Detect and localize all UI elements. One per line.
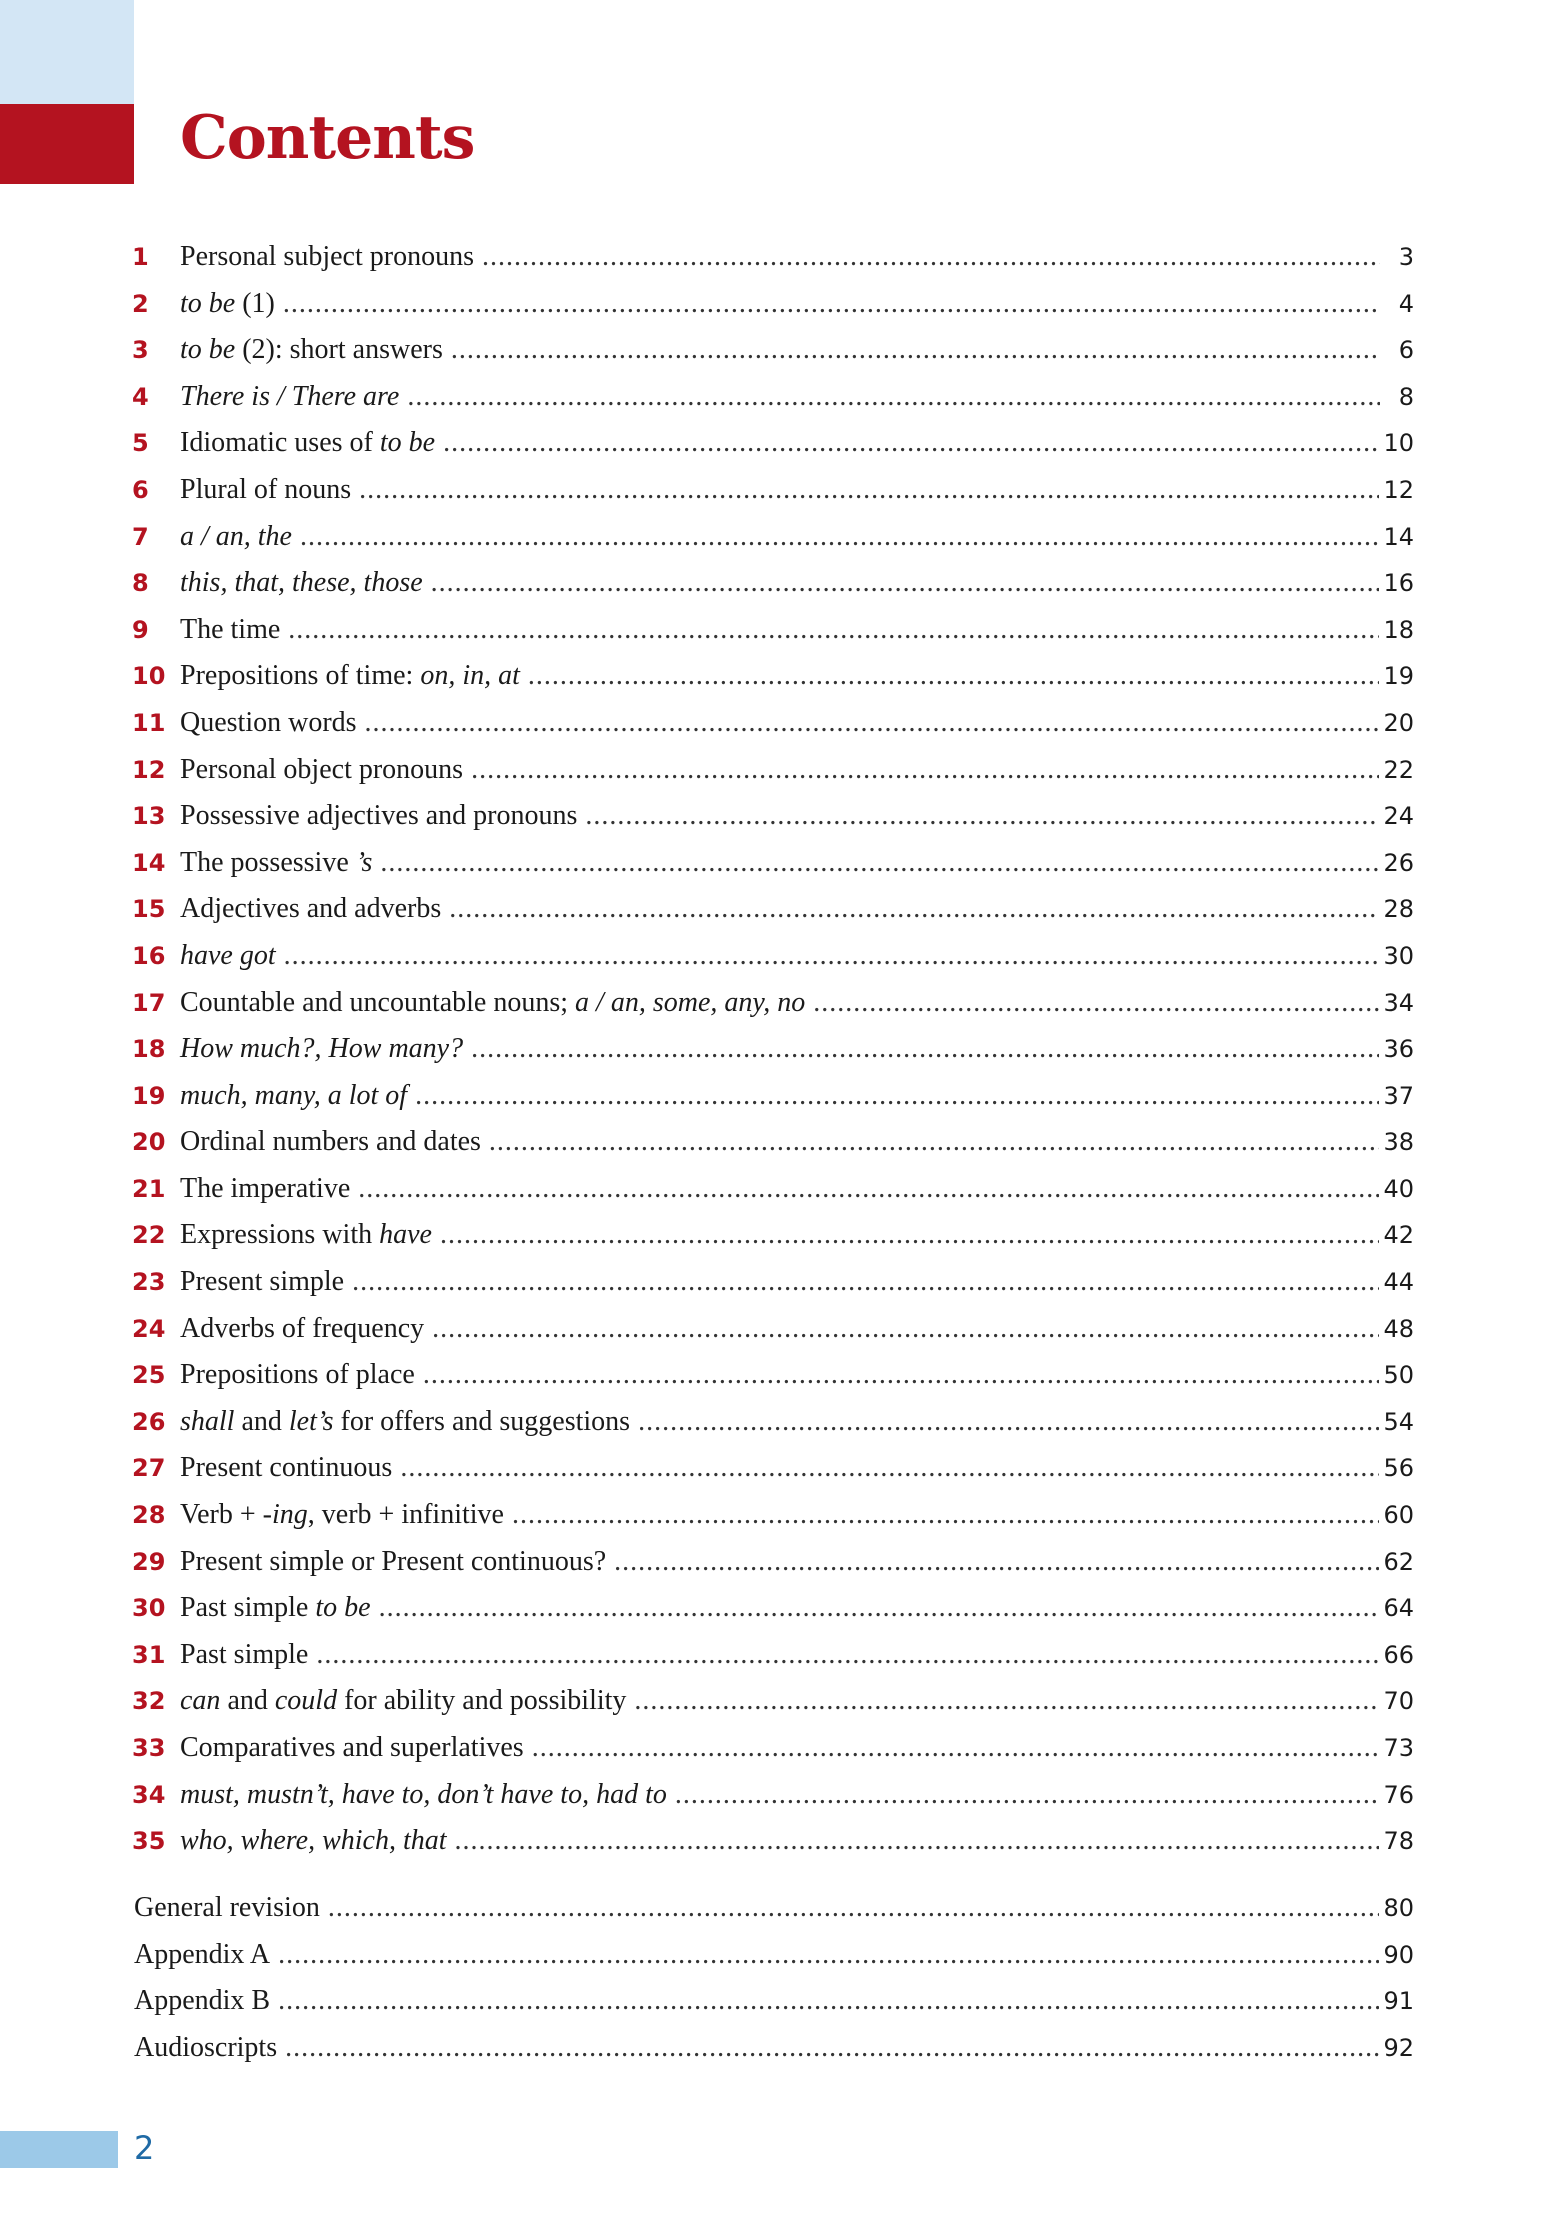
dot-leader (528, 653, 1380, 700)
entry-title-text: , verb + infinitive (307, 1499, 504, 1531)
entry-page: 37 (1383, 1081, 1414, 1110)
entry-number: 2 (132, 289, 149, 318)
entry-number: 5 (132, 429, 149, 458)
entry-title (180, 1073, 407, 1120)
entry-number: 27 (132, 1454, 166, 1483)
contents-list (132, 234, 1414, 1865)
entry-number: 28 (132, 1501, 166, 1530)
entry-page: 48 (1383, 1314, 1414, 1343)
entry-title-italic: How much?, How many? (180, 1033, 464, 1065)
dot-leader (288, 607, 1379, 654)
entry-page: 34 (1383, 988, 1414, 1017)
entry-number: 31 (132, 1640, 166, 1669)
entry-number: 21 (132, 1174, 166, 1203)
dot-leader (328, 1885, 1380, 1932)
entry-page: 62 (1383, 1547, 1414, 1576)
entry-number: 22 (132, 1221, 166, 1250)
entry-number: 25 (132, 1361, 166, 1390)
entry-title (180, 886, 441, 933)
toc-entry[interactable] (132, 1632, 1414, 1679)
entry-title (180, 1725, 524, 1772)
entry-page: 24 (1383, 802, 1414, 831)
entry-title-italic: ’s (355, 846, 373, 878)
entry-title (180, 747, 463, 794)
entry-title-text: Adverbs of frequency (180, 1312, 425, 1344)
dot-leader (358, 1166, 1379, 1213)
toc-entry[interactable] (132, 1678, 1414, 1725)
entry-title-italic: can (180, 1685, 221, 1717)
toc-entry[interactable] (132, 420, 1414, 467)
entry-title (180, 1306, 424, 1353)
entry-title: Appendix A (134, 1938, 271, 1970)
entry-title (180, 1492, 504, 1539)
entry-number: 14 (132, 848, 166, 877)
entry-title (180, 1632, 308, 1679)
entry-page: 50 (1383, 1361, 1414, 1390)
dot-leader (471, 1026, 1379, 1073)
dot-leader (407, 374, 1380, 421)
entry-title-text: The imperative (180, 1172, 351, 1204)
dot-leader (379, 1585, 1380, 1632)
entry-page: 26 (1383, 848, 1414, 877)
entry-number: 18 (132, 1035, 166, 1064)
entry-title-text: Expressions with (180, 1219, 380, 1251)
toc-entry[interactable] (132, 1119, 1414, 1166)
entry-title (180, 1539, 606, 1586)
entry-title (180, 793, 577, 840)
entry-page: 44 (1383, 1268, 1414, 1297)
entry-page: 10 (1383, 429, 1414, 458)
entry-number: 17 (132, 988, 166, 1017)
entry-page: 78 (1383, 1827, 1414, 1856)
entry-page: 60 (1383, 1501, 1414, 1530)
toc-entry[interactable] (132, 980, 1414, 1027)
entry-title (180, 1212, 432, 1259)
entry-title-italic: much, many, a lot of (180, 1079, 408, 1111)
entry-number: 13 (132, 802, 166, 831)
entry-title-italic: who, where, which, that (180, 1825, 447, 1857)
toc-entry-extra[interactable] (134, 1885, 1414, 1932)
entry-number: 8 (132, 569, 149, 598)
entry-page: 92 (1383, 2033, 1414, 2062)
entry-number: 24 (132, 1314, 166, 1343)
toc-entry[interactable] (132, 1492, 1414, 1539)
entry-number: 23 (132, 1268, 166, 1297)
toc-entry-extra[interactable] (134, 1932, 1414, 1979)
entry-title-text: and (220, 1685, 275, 1717)
dot-leader (471, 747, 1379, 794)
entry-title (180, 1399, 630, 1446)
dot-leader (316, 1632, 1379, 1679)
entry-title-text: Present simple (180, 1266, 345, 1298)
dot-leader (380, 840, 1379, 887)
entry-page: 12 (1383, 475, 1414, 504)
toc-entry[interactable] (132, 793, 1414, 840)
entry-page: 64 (1383, 1594, 1414, 1623)
dot-leader (432, 1306, 1379, 1353)
dot-leader (614, 1539, 1379, 1586)
dot-leader (638, 1399, 1379, 1446)
corner-decoration-red (0, 104, 134, 184)
entry-title-text: Present simple or Present continuous? (180, 1545, 607, 1577)
footer-bar (0, 2131, 118, 2168)
entry-title (180, 281, 275, 328)
toc-entry[interactable] (132, 933, 1414, 980)
entry-title-text: for offers and suggestions (333, 1405, 631, 1437)
entry-title (180, 1026, 463, 1073)
entry-title-italic: to be (180, 334, 236, 366)
dot-leader (440, 1212, 1379, 1259)
entry-number: 3 (132, 336, 149, 365)
page-number: 2 (134, 2129, 155, 2167)
entry-number: 12 (132, 755, 166, 784)
toc-entry-extra[interactable] (134, 2025, 1414, 2072)
entry-title (180, 1352, 415, 1399)
dot-leader (283, 281, 1380, 328)
entry-title-text: (2): short answers (235, 334, 443, 366)
entry-page: 19 (1383, 662, 1414, 691)
entry-title (180, 1585, 371, 1632)
entry-title (180, 327, 443, 374)
entry-title-text: Ordinal numbers and dates (180, 1126, 481, 1158)
toc-entry[interactable] (132, 700, 1414, 747)
entry-page: 8 (1398, 382, 1414, 411)
entry-number: 9 (132, 615, 149, 644)
dot-leader (284, 933, 1380, 980)
toc-entry[interactable] (132, 1539, 1414, 1586)
entry-number: 19 (132, 1081, 166, 1110)
dot-leader (300, 514, 1379, 561)
toc-entry[interactable] (132, 607, 1414, 654)
entry-number: 30 (132, 1594, 166, 1623)
entry-title-text: Present continuous (180, 1452, 393, 1484)
entry-title (180, 1166, 350, 1213)
entry-title-text: and (234, 1405, 289, 1437)
entry-page: 16 (1383, 569, 1414, 598)
entry-page: 56 (1383, 1454, 1414, 1483)
toc-entry[interactable] (132, 1399, 1414, 1446)
entry-title-italic: a / an, the (180, 520, 292, 552)
entry-number: 20 (132, 1128, 166, 1157)
entry-number: 29 (132, 1547, 166, 1576)
entry-number: 34 (132, 1780, 166, 1809)
entry-title-italic: There is / There are (180, 380, 400, 412)
entry-title (180, 1259, 344, 1306)
entry-title: General revision (134, 1892, 320, 1923)
entry-title-italic: this, that, these, those (180, 567, 423, 599)
entry-title (180, 607, 280, 654)
entry-title (180, 420, 435, 467)
entry-title-italic: -ing (262, 1499, 308, 1531)
toc-entry[interactable] (132, 1212, 1414, 1259)
toc-entry[interactable] (132, 886, 1414, 933)
entry-title (180, 1818, 447, 1865)
toc-entry[interactable] (132, 560, 1414, 607)
entry-title-text: Past simple (180, 1592, 316, 1624)
entry-number: 26 (132, 1407, 166, 1436)
entry-page: 54 (1383, 1407, 1414, 1436)
toc-entry[interactable] (132, 1445, 1414, 1492)
entry-number: 6 (132, 475, 149, 504)
entry-title-text: for ability and possibility (337, 1685, 627, 1717)
entry-title (180, 933, 276, 980)
entry-title: Audioscripts (134, 2031, 278, 2063)
toc-entry[interactable] (132, 1166, 1414, 1213)
dot-leader (585, 793, 1379, 840)
dot-leader (359, 467, 1379, 514)
entry-title-text: Plural of nouns (180, 473, 352, 505)
dot-leader (278, 1932, 1379, 1979)
entry-page: 90 (1383, 1940, 1414, 1969)
toc-entry-extra[interactable] (134, 1978, 1414, 2025)
dot-leader (365, 700, 1380, 747)
toc-entry[interactable] (132, 747, 1414, 794)
entry-title (180, 467, 351, 514)
toc-entry[interactable] (132, 1073, 1414, 1120)
entry-title (180, 234, 474, 281)
toc-entry[interactable] (132, 281, 1414, 328)
entry-page: 38 (1383, 1128, 1414, 1157)
entry-title-text: Adjectives and adverbs (180, 893, 442, 925)
dot-leader (634, 1678, 1379, 1725)
toc-entry[interactable] (132, 840, 1414, 887)
toc-entry[interactable] (132, 327, 1414, 374)
entry-page: 3 (1398, 243, 1414, 271)
entry-number: 10 (132, 662, 166, 691)
entry-page: 40 (1383, 1174, 1414, 1203)
dot-leader (675, 1772, 1380, 1819)
toc-entry[interactable] (132, 514, 1414, 561)
entry-title (180, 840, 372, 887)
entry-number: 16 (132, 941, 166, 970)
appendix-list (134, 1885, 1414, 2071)
entry-page: 76 (1383, 1780, 1414, 1809)
entry-page: 22 (1383, 755, 1414, 784)
entry-title-italic: have (379, 1219, 432, 1251)
dot-leader (278, 1978, 1379, 2025)
entry-number: 11 (132, 708, 166, 737)
entry-title-text: Question words (180, 706, 357, 738)
dot-leader (423, 1352, 1380, 1399)
corner-decoration-light (0, 0, 134, 104)
entry-title-text: Verb + (180, 1499, 263, 1531)
entry-title-text: Personal subject pronouns (180, 241, 474, 272)
entry-title (180, 1772, 667, 1819)
entry-page: 20 (1383, 708, 1414, 737)
entry-number: 32 (132, 1687, 166, 1716)
toc-entry[interactable] (132, 467, 1414, 514)
entry-title-italic: a / an, some, any, no (575, 986, 806, 1018)
dot-leader (415, 1073, 1379, 1120)
entry-title (180, 514, 292, 561)
entry-title-text: Countable and uncountable nouns; (180, 986, 576, 1018)
toc-entry[interactable] (132, 653, 1414, 700)
toc-entry[interactable] (132, 1026, 1414, 1073)
entry-page: 18 (1383, 615, 1414, 644)
page-title: Contents (180, 103, 475, 173)
toc-entry[interactable] (132, 1259, 1414, 1306)
dot-leader (285, 2025, 1379, 2072)
toc-entry[interactable] (132, 1306, 1414, 1353)
dot-leader (489, 1119, 1380, 1166)
entry-page: 30 (1383, 941, 1414, 970)
entry-title-italic: to be (379, 427, 436, 459)
dot-leader (482, 234, 1380, 281)
entry-page: 66 (1383, 1640, 1414, 1669)
entry-number: 4 (132, 382, 149, 411)
entry-title-text: Comparatives and superlatives (180, 1732, 524, 1763)
entry-title (180, 1445, 392, 1492)
dot-leader (455, 1818, 1380, 1865)
toc-entry[interactable] (132, 1772, 1414, 1819)
entry-page: 14 (1383, 522, 1414, 551)
entry-title (180, 1678, 626, 1725)
dot-leader (512, 1492, 1379, 1539)
entry-number: 33 (132, 1734, 166, 1762)
entry-number: 35 (132, 1827, 166, 1856)
entry-page: 91 (1383, 1987, 1414, 2016)
entry-title-italic: could (274, 1685, 338, 1717)
entry-title-text: Prepositions of time: (180, 660, 421, 692)
entry-page: 73 (1383, 1734, 1414, 1762)
entry-title-text: Idiomatic uses of (180, 427, 380, 459)
entry-title-text: Personal object pronouns (180, 753, 464, 785)
entry-title-text: The time (180, 613, 281, 645)
entry-title-italic: to be (315, 1592, 371, 1624)
entry-title (180, 374, 399, 421)
entry-page: 42 (1383, 1221, 1414, 1250)
dot-leader (449, 886, 1379, 933)
entry-title-italic: shall (180, 1405, 235, 1437)
dot-leader (443, 420, 1379, 467)
toc-entry[interactable] (132, 374, 1414, 421)
entry-page: 70 (1383, 1687, 1414, 1716)
toc-entry[interactable] (132, 1352, 1414, 1399)
entry-title (180, 653, 520, 700)
entry-number: 15 (132, 895, 166, 924)
dot-leader (451, 327, 1380, 374)
toc-entry[interactable] (132, 1725, 1414, 1772)
entry-number: 7 (132, 522, 149, 551)
entry-page: 4 (1398, 289, 1414, 318)
entry-title-italic: on, in, at (420, 660, 520, 692)
entry-title-italic: have got (180, 939, 276, 971)
dot-leader (400, 1445, 1379, 1492)
toc-entry[interactable] (132, 1818, 1414, 1865)
entry-title (180, 1119, 481, 1166)
dot-leader (431, 560, 1380, 607)
entry-title-italic: let’s (288, 1405, 334, 1437)
toc-entry[interactable] (132, 234, 1414, 281)
dot-leader (532, 1725, 1380, 1772)
entry-title: Appendix B (134, 1985, 271, 2017)
dot-leader (813, 980, 1379, 1027)
entry-title (180, 560, 423, 607)
entry-title-text: Possessive adjectives and pronouns (180, 800, 578, 832)
entry-title (180, 980, 805, 1027)
entry-page: 28 (1383, 895, 1414, 924)
entry-title-text: (1) (235, 287, 275, 319)
entry-title-text: The possessive (180, 846, 356, 878)
entry-title-text: Past simple (180, 1638, 309, 1670)
entry-title-text: Prepositions of place (180, 1359, 415, 1391)
dot-leader (352, 1259, 1379, 1306)
entry-page: 80 (1383, 1894, 1414, 1922)
toc-entry[interactable] (132, 1585, 1414, 1632)
entry-title-italic: to be (180, 287, 236, 319)
entry-page: 36 (1383, 1035, 1414, 1064)
entry-page: 6 (1398, 336, 1414, 365)
entry-title-italic: must, mustn’t, have to, don’t have to, had to (180, 1778, 667, 1810)
entry-number: 1 (132, 243, 149, 271)
entry-title (180, 700, 357, 747)
